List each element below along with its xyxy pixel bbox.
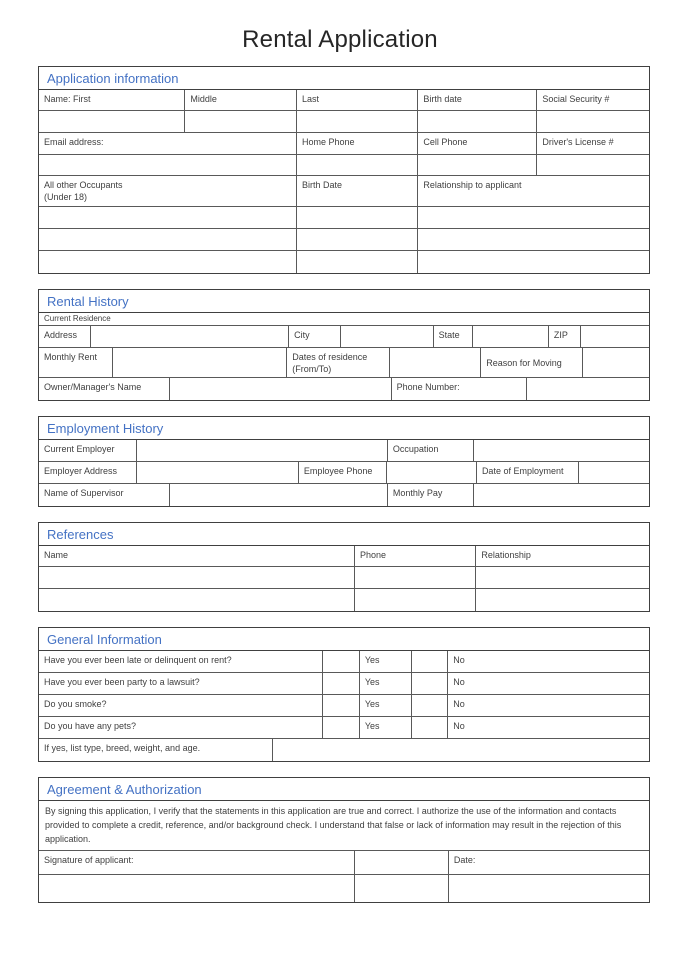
occupant-2-relationship-input[interactable] (418, 229, 649, 250)
reference-relationship-label: Relationship (481, 550, 531, 560)
question-4-yes-label: Yes (360, 717, 412, 738)
first-name-label: Name: First (39, 90, 185, 110)
agreement-body-row (39, 801, 649, 851)
monthly-rent-input[interactable] (113, 348, 287, 377)
date-of-employment-label: Date of Employment (477, 462, 579, 483)
application-information-header: Application information (39, 67, 649, 90)
home-phone-label: Home Phone (297, 133, 418, 154)
occupant-3-birth-date-input[interactable] (297, 251, 418, 273)
pets-followup-row (39, 739, 649, 761)
dates-of-residence-line2: (From/To) (292, 364, 332, 374)
reason-for-moving-label: Reason for Moving (481, 348, 583, 377)
contact-labels-row (39, 133, 649, 155)
question-4-label: Do you have any pets? (39, 717, 323, 738)
occupants-labels-row (39, 176, 649, 207)
monthly-pay-label: Monthly Pay (388, 484, 474, 506)
question-1-no-checkbox[interactable] (412, 651, 449, 672)
reference-phone-label: Phone (355, 546, 476, 566)
section-general-information (38, 627, 650, 762)
question-3-no-checkbox[interactable] (412, 695, 449, 716)
current-employer-row (39, 440, 649, 462)
question-1-no-label: No (453, 655, 465, 665)
signature-middle-input[interactable] (355, 875, 449, 902)
reference-1-name-input[interactable] (39, 567, 355, 588)
last-name-input[interactable] (297, 111, 418, 132)
last-name-label: Last (297, 90, 418, 110)
section-references (38, 522, 650, 612)
monthly-pay-input[interactable] (474, 484, 649, 506)
middle-name-label: Middle (185, 90, 297, 110)
current-residence-label: Current Residence (44, 314, 111, 323)
references-labels-row (39, 546, 649, 567)
birth-date-input[interactable] (418, 111, 537, 132)
employment-history-header: Employment History (39, 417, 649, 440)
pets-followup-label: If yes, list type, breed, weight, and age. (39, 739, 273, 761)
occupant-2-name-input[interactable] (39, 229, 297, 250)
section-application-information (38, 66, 650, 274)
occupant-3-relationship-input[interactable] (418, 251, 649, 273)
occupants-label (39, 176, 297, 206)
question-row-1 (39, 651, 649, 673)
home-phone-input[interactable] (297, 155, 418, 175)
page-title: Rental Application (242, 26, 438, 53)
middle-name-input[interactable] (185, 111, 297, 132)
agreement-body-text: By signing this application, I verify that the statements in this application are true and correct. I authorize the use of the information and contacts provided to complete a credit, reference, and/or background check. I understand that false or lack of information may result in the rejection of this application. (45, 806, 622, 844)
supervisor-label: Name of Supervisor (39, 484, 170, 506)
zip-input[interactable] (581, 326, 649, 347)
signature-input[interactable] (39, 875, 355, 902)
reference-1-phone-input[interactable] (355, 567, 476, 588)
occupant-row-3 (39, 251, 649, 273)
employer-address-label: Employer Address (39, 462, 137, 483)
occupant-row-1 (39, 207, 649, 229)
signature-labels-row (39, 851, 649, 875)
ssn-input[interactable] (537, 111, 649, 132)
general-information-header: General Information (39, 628, 649, 651)
references-header: References (39, 523, 649, 546)
dates-of-residence-label (287, 348, 389, 377)
occupant-relationship-label: Relationship to applicant (423, 180, 522, 190)
question-3-yes-label: Yes (360, 695, 412, 716)
employer-address-row (39, 462, 649, 484)
zip-label: ZIP (549, 326, 581, 347)
employer-address-input[interactable] (137, 462, 299, 483)
rental-application-form (38, 66, 650, 903)
birth-date-label: Birth date (418, 90, 537, 110)
cell-phone-label: Cell Phone (418, 133, 537, 154)
occupant-1-relationship-input[interactable] (418, 207, 649, 228)
rental-history-header: Rental History (39, 290, 649, 313)
date-of-employment-input[interactable] (579, 462, 649, 483)
supervisor-input[interactable] (170, 484, 388, 506)
question-row-2 (39, 673, 649, 695)
monthly-rent-row (39, 348, 649, 378)
address-row (39, 326, 649, 348)
email-label: Email address: (39, 133, 297, 154)
dates-of-residence-input[interactable] (390, 348, 482, 377)
reference-1-relationship-input[interactable] (476, 567, 649, 588)
first-name-input[interactable] (39, 111, 185, 132)
occupation-label: Occupation (388, 440, 474, 461)
question-2-no-label: No (453, 677, 465, 687)
reference-2-name-input[interactable] (39, 589, 355, 611)
state-input[interactable] (473, 326, 549, 347)
owner-manager-name-input[interactable] (170, 378, 392, 400)
signature-inputs-row (39, 875, 649, 902)
current-employer-input[interactable] (137, 440, 388, 461)
date-label: Date: (453, 855, 476, 865)
occupants-label-line1: All other Occupants (44, 180, 123, 190)
section-rental-history (38, 289, 650, 401)
occupants-label-line2: (Under 18) (44, 192, 88, 202)
question-2-yes-checkbox[interactable] (323, 673, 360, 694)
state-label: State (434, 326, 474, 347)
reason-for-moving-input[interactable] (583, 348, 649, 377)
question-row-4 (39, 717, 649, 739)
phone-number-label: Phone Number: (392, 378, 527, 400)
owner-manager-name-label: Owner/Manager's Name (39, 378, 170, 400)
city-input[interactable] (341, 326, 434, 347)
employee-phone-label: Employee Phone (299, 462, 387, 483)
dates-of-residence-line1: Dates of residence (292, 352, 368, 362)
question-row-3 (39, 695, 649, 717)
occupant-row-2 (39, 229, 649, 251)
question-4-no-label: No (453, 721, 465, 731)
question-2-label: Have you ever been party to a lawsuit? (39, 673, 323, 694)
occupant-birth-date-label: Birth Date (297, 176, 418, 206)
name-inputs-row (39, 111, 649, 133)
signature-middle-cell[interactable] (355, 851, 449, 874)
cell-phone-input[interactable] (418, 155, 537, 175)
owner-manager-row (39, 378, 649, 400)
date-input[interactable] (449, 875, 649, 902)
question-1-label: Have you ever been late or delinquent on rent? (39, 651, 323, 672)
reference-row-1 (39, 567, 649, 589)
drivers-license-label: Driver's License # (542, 137, 614, 147)
ssn-label: Social Security # (542, 94, 610, 104)
occupation-input[interactable] (474, 440, 649, 461)
question-2-yes-label: Yes (360, 673, 412, 694)
occupant-1-birth-date-input[interactable] (297, 207, 418, 228)
question-1-yes-checkbox[interactable] (323, 651, 360, 672)
occupant-3-name-input[interactable] (39, 251, 297, 273)
city-label: City (289, 326, 341, 347)
supervisor-row (39, 484, 649, 506)
question-4-no-checkbox[interactable] (412, 717, 449, 738)
question-2-no-checkbox[interactable] (412, 673, 449, 694)
address-label: Address (39, 326, 91, 347)
pets-followup-input[interactable] (273, 739, 649, 761)
address-input[interactable] (91, 326, 289, 347)
reference-name-label: Name (39, 546, 355, 566)
question-3-label: Do you smoke? (39, 695, 323, 716)
monthly-rent-label: Monthly Rent (39, 348, 113, 377)
email-input[interactable] (39, 155, 297, 175)
phone-number-input[interactable] (527, 378, 649, 400)
drivers-license-input[interactable] (537, 155, 649, 175)
question-3-yes-checkbox[interactable] (323, 695, 360, 716)
signature-label: Signature of applicant: (39, 851, 355, 874)
current-residence-row (39, 313, 649, 326)
reference-2-relationship-input[interactable] (476, 589, 649, 611)
reference-row-2 (39, 589, 649, 611)
agreement-authorization-header: Agreement & Authorization (39, 778, 649, 801)
question-4-yes-checkbox[interactable] (323, 717, 360, 738)
section-employment-history (38, 416, 650, 507)
question-1-yes-label: Yes (360, 651, 412, 672)
current-employer-label: Current Employer (39, 440, 137, 461)
occupant-1-name-input[interactable] (39, 207, 297, 228)
occupant-2-birth-date-input[interactable] (297, 229, 418, 250)
employee-phone-input[interactable] (387, 462, 477, 483)
contact-inputs-row (39, 155, 649, 176)
reference-2-phone-input[interactable] (355, 589, 476, 611)
question-3-no-label: No (453, 699, 465, 709)
name-labels-row (39, 90, 649, 111)
section-agreement-authorization (38, 777, 650, 903)
